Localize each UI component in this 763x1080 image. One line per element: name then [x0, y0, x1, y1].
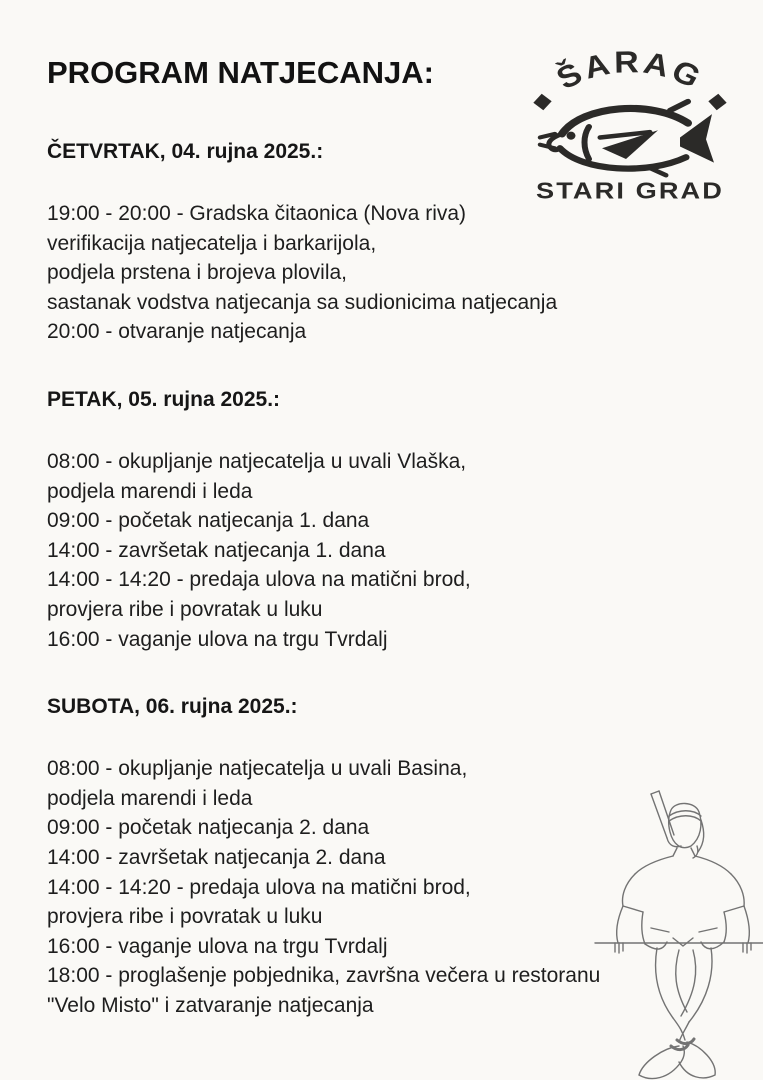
schedule-line: podjela marendi i leda [47, 479, 253, 503]
schedule-line: sastanak vodstva natjecanja sa sudionicima natjecanja [47, 290, 558, 314]
logo-arc-text: ŠARAG [550, 44, 710, 96]
club-logo [530, 44, 730, 204]
diver-icon [593, 790, 763, 1080]
schedule-line: 14:00 - 14:20 - predaja ulova na matični brod, [47, 875, 471, 899]
schedule-line: 18:00 - proglašenje pobjednika, završna večera u restoranu [47, 964, 601, 988]
schedule-line: verifikacija natjecatelja i barkarijola, [47, 231, 377, 255]
schedule-line: 16:00 - vaganje ulova na trgu Tvrdalj [47, 627, 388, 651]
schedule-line: podjela marendi i leda [47, 786, 253, 810]
schedule-line: 08:00 - okupljanje natjecatelja u uvali Basina, [47, 757, 468, 781]
fish-logo-svg [530, 44, 730, 204]
schedule-line: 14:00 - završetak natjecanja 1. dana [47, 538, 386, 562]
schedule-line: provjera ribe i povratak u luku [47, 597, 323, 621]
schedule-line: "Velo Misto" i zatvaranje natjecanja [47, 993, 374, 1017]
schedule-line: provjera ribe i povratak u luku [47, 905, 323, 929]
schedule-line: 20:00 - otvaranje natjecanja [47, 320, 307, 344]
schedule-line: 09:00 - početak natjecanja 1. dana [47, 509, 370, 533]
section-heading: ČETVRTAK, 04. rujna 2025.: [47, 140, 324, 163]
fish-icon [540, 102, 714, 176]
diamond-left-icon [533, 94, 551, 110]
diamond-right-icon [708, 94, 726, 110]
schedule-section [47, 387, 723, 654]
schedule-line: podjela prstena i brojeva plovila, [47, 261, 348, 285]
schedule-line: 19:00 - 20:00 - Gradska čitaonica (Nova riva) [47, 202, 467, 225]
schedule-line: 08:00 - okupljanje natjecatelja u uvali Vlaška, [47, 449, 467, 473]
page-title: PROGRAM NATJECANJA: [47, 55, 434, 90]
logo-subtitle: STARI GRAD [536, 178, 724, 204]
section-heading: SUBOTA, 06. rujna 2025.: [47, 695, 298, 719]
section-lines [47, 199, 723, 347]
schedule-line: 14:00 - 14:20 - predaja ulova na matični brod, [47, 568, 471, 592]
section-lines [47, 447, 723, 654]
schedule-line: 09:00 - početak natjecanja 2. dana [47, 816, 370, 840]
section-heading: PETAK, 05. rujna 2025.: [47, 387, 281, 411]
schedule-line: 16:00 - vaganje ulova na trgu Tvrdalj [47, 934, 388, 958]
schedule-line: 14:00 - završetak natjecanja 2. dana [47, 845, 386, 869]
